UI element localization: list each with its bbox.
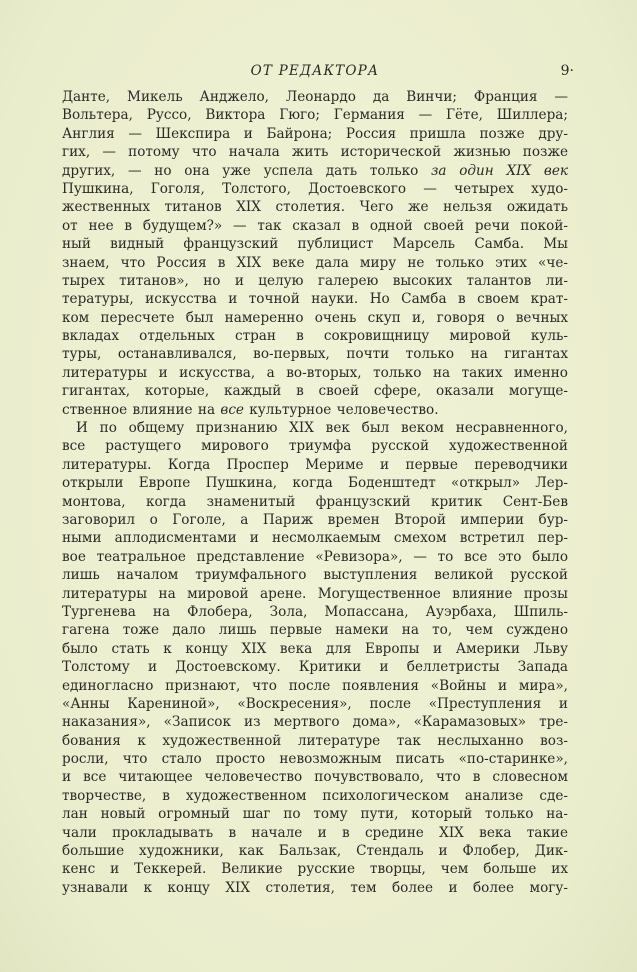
text-line: гагена тоже дало лишь первые намеки на то, чем суждено bbox=[62, 622, 568, 639]
text-line: тературы, искусства и точной науки. Но Самба в своем крат- bbox=[62, 291, 568, 308]
text-line: жественных титанов XIX столетия. Чего же нельзя ожидать bbox=[62, 199, 568, 216]
text-line: Вольтера, Руссо, Виктора Гюго; Германия — Гёте, Шиллера; bbox=[62, 107, 568, 124]
text-line: Тургенева на Флобера, Зола, Мопассана, Ауэрбаха, Шпиль- bbox=[62, 603, 568, 620]
text-line: Англия — Шекспира и Байрона; Россия пришла позже дру- bbox=[62, 125, 568, 142]
emphasized-text: все bbox=[220, 401, 244, 418]
text-line: гигантах, которые, каждый в своей сфере, оказали могуще- bbox=[62, 383, 568, 400]
text-line bbox=[62, 401, 568, 419]
text-line: лан новый огромный шаг по тому пути, который только на- bbox=[62, 806, 568, 823]
text-line: ный видный французский публицист Марсель Самба. Мы bbox=[62, 236, 568, 253]
text-line: ными аплодисментами и несмолкаемым смехом встретил пер- bbox=[62, 530, 568, 547]
text-line: литературы на мировой арене. Могущественное влияние прозы bbox=[62, 585, 568, 602]
text-line: единогласно признают, что после появления «Войны и мира», bbox=[62, 677, 568, 694]
text-line: чали прокладывать в начале и в средине XIX века такие bbox=[62, 824, 568, 841]
text-line: творчестве, в художественном психологическом анализе сде- bbox=[62, 787, 568, 804]
text-line: кенс и Теккерей. Великие русские творцы, чем больше их bbox=[62, 861, 568, 878]
text-line: заговорил о Гоголе, а Париж времен Второй империи бур- bbox=[62, 511, 568, 528]
text-line: «Анны Карениной», «Воскресения», после «Преступления и bbox=[62, 695, 568, 712]
text-line: большие художники, как Бальзак, Стендаль и Флобер, Дик- bbox=[62, 843, 568, 860]
running-title: ОТ РЕДАКТОРА bbox=[250, 63, 380, 79]
text-segment: других, — но она уже успела дать только bbox=[62, 162, 431, 179]
text-line: открыли Европе Пушкина, когда Боденштедт «открыл» Лер- bbox=[62, 475, 568, 492]
text-line: монтова, когда знаменитый французский критик Сент-Бев bbox=[62, 493, 568, 510]
text-line: И по общему признанию XIX век был веком несравненного, bbox=[76, 420, 568, 437]
text-line: бования к художественной литературе так неслыханно воз- bbox=[62, 732, 568, 749]
text-segment: ственное влияние на bbox=[62, 401, 221, 418]
text-line: знаем, что Россия в XIX веке дала миру не только этих «че- bbox=[62, 254, 568, 271]
text-line: от нее в будущем?» — так сказал в одной своей речи покой- bbox=[62, 217, 568, 234]
text-segment: культурное человечество. bbox=[243, 401, 439, 418]
text-line: вое театральное представление «Ревизора», — то все это было bbox=[62, 548, 568, 565]
text-line: гих, — потому что начала жить исторической жизнью позже bbox=[62, 144, 568, 161]
text-line: Пушкина, Гоголя, Толстого, Достоевского — четырех худо- bbox=[62, 180, 568, 197]
text-line: литературы и искусства, а во-вторых, только на таких именно bbox=[62, 364, 568, 381]
emphasized-text: за один XIX век bbox=[431, 162, 568, 179]
text-line: росли, что стало просто невозможным писать «по-старинке», bbox=[62, 751, 568, 768]
text-line: и все читающее человечество почувствовало, что в словесном bbox=[62, 769, 568, 786]
text-line bbox=[62, 162, 568, 180]
page-number: 9· bbox=[560, 63, 574, 79]
page-header bbox=[62, 63, 574, 83]
text-line: наказания», «Записок из мертвого дома», «Карамазовых» тре- bbox=[62, 714, 568, 731]
text-line: тырех титанов», но и целую галерею высоких талантов ли- bbox=[62, 272, 568, 289]
text-line: лишь началом триумфального выступления великой русской bbox=[62, 567, 568, 584]
body-text bbox=[62, 88, 568, 897]
text-line: узнавали к концу XIX столетия, тем более и более могу- bbox=[62, 879, 568, 896]
text-line: литературы. Когда Проспер Мериме и первые переводчики bbox=[62, 456, 568, 473]
text-line: было стать к концу XIX века для Европы и Америки Льву bbox=[62, 640, 568, 657]
text-line: Толстому и Достоевскому. Критики и беллетристы Запада bbox=[62, 659, 568, 676]
text-line: все растущего мирового триумфа русской художественной bbox=[62, 438, 568, 455]
text-line: туры, останавливался, во-первых, почти только на гигантах bbox=[62, 346, 568, 363]
text-line: Данте, Микель Анджело, Леонардо да Винчи; Франция — bbox=[62, 89, 568, 105]
text-line: вкладах отдельных стран в сокровищницу мировой куль- bbox=[62, 328, 568, 345]
text-line: ком пересчете был намеренно очень скуп и, говоря о вечных bbox=[62, 309, 568, 326]
